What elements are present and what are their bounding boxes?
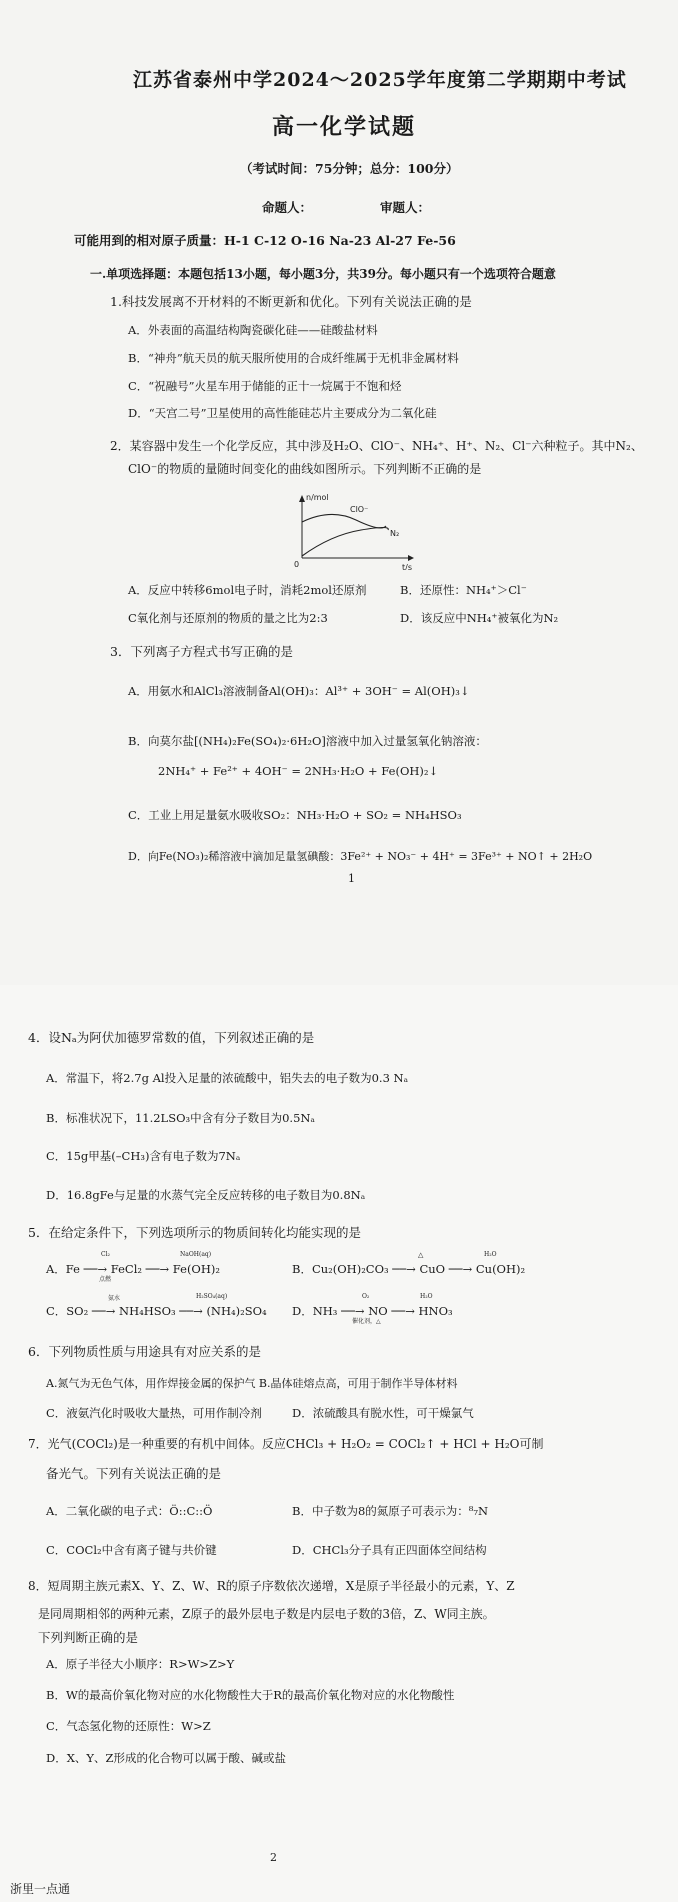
q4-option-b: B．标准状况下，11.2LSO₃中含有分子数目为0.5Nₐ xyxy=(46,1111,315,1125)
q7-option-a: A．二氧化碳的电子式：Ö::C::Ö xyxy=(46,1504,213,1518)
reviewer-label: 审题人： xyxy=(380,200,431,215)
q7-option-c: C．COCl₂中含有离子键与共价键 xyxy=(46,1543,217,1557)
q3-option-b-equation: 2NH₄⁺ + Fe²⁺ + 4OH⁻ = 2NH₃·H₂O + Fe(OH)₂↓ xyxy=(158,764,439,778)
exam-subtitle: 高一化学试题 xyxy=(272,114,417,140)
q2-graph-x-arrow xyxy=(408,555,414,561)
q2-graph-clo-curve xyxy=(302,514,386,528)
q4-option-c: C．15g甲基(–CH₃)含有电子数为7Nₐ xyxy=(46,1149,241,1163)
q8-stem-line3: 下列判断正确的是 xyxy=(38,1630,139,1645)
q3-option-a: A．用氨水和AlCl₃溶液制备Al(OH)₃：Al³⁺ + 3OH⁻ = Al(OH)₃↓ xyxy=(128,684,470,698)
q5-option-b: B．Cu₂(OH)₂CO₃ ──→ CuO ──→ Cu(OH)₂ xyxy=(292,1262,526,1276)
q2-graph-n2-curve xyxy=(302,528,388,557)
q1-option-a: A．外表面的高温结构陶瓷碳化硅——硅酸盐材料 xyxy=(128,323,378,337)
q4-stem: 4．设Nₐ为阿伏加德罗常数的值，下列叙述正确的是 xyxy=(28,1030,315,1045)
q1-option-c: C．“祝融号”火星车用于储能的正十一烷属于不饱和烃 xyxy=(128,379,402,393)
q7-stem-line2: 备光气。下列有关说法正确的是 xyxy=(46,1466,222,1481)
q2-graph-n2-label: N₂ xyxy=(390,529,400,538)
q4-option-d: D．16.8gFe与足量的水蒸气完全反应转移的电子数目为0.8Nₐ xyxy=(46,1188,366,1202)
q5-option-a: A．Fe ──→ FeCl₂ ──→ Fe(OH)₂ xyxy=(46,1262,220,1276)
section-heading: 一.单项选择题：本题包括13小题，每小题3分，共39分。每小题只有一个选项符合题意 xyxy=(90,267,556,281)
q2-graph xyxy=(286,490,416,570)
q7-option-b: B．中子数为8的氮原子可表示为：⁸₇N xyxy=(292,1504,489,1518)
q6-option-d: D．浓硫酸具有脱水性，可干燥氯气 xyxy=(292,1406,474,1420)
q1-option-b: B．“神舟”航天员的航天服所使用的合成纤维属于无机非金属材料 xyxy=(128,351,459,365)
exam-info: （考试时间：75分钟；总分：100分） xyxy=(240,161,459,176)
q6-stem: 6．下列物质性质与用途具有对应关系的是 xyxy=(28,1344,261,1359)
q2-option-a: A．反应中转移6mol电子时，消耗2mol还原剂 xyxy=(128,583,367,597)
q3-option-c: C．工业上用足量氨水吸收SO₂：NH₃·H₂O + SO₂ = NH₄HSO₃ xyxy=(128,808,462,822)
q3-stem: 3．下列离子方程式书写正确的是 xyxy=(110,644,293,659)
q7-stem-line1: 7．光气(COCl₂)是一种重要的有机中间体。反应CHCl₃ + H₂O₂ = COCl₂↑ + HCl + H₂O可制 xyxy=(28,1437,544,1451)
q8-stem-line2: 是同周期相邻的两种元素，Z原子的最外层电子数是内层电子数的3倍，Z、W同主族。 xyxy=(38,1607,495,1621)
q5-a-condition1: 点燃 xyxy=(99,1276,112,1283)
q5-option-c: C．SO₂ ──→ NH₄HSO₃ ──→ (NH₄)₂SO₄ xyxy=(46,1304,267,1318)
setter-label: 命题人： xyxy=(262,200,313,215)
q8-stem-line1: 8．短周期主族元素X、Y、Z、W、R的原子序数依次递增，X是原子半径最小的元素，Y、Z xyxy=(28,1579,515,1593)
watermark-text: 浙里一点通 xyxy=(10,1882,71,1896)
q5-a-reagent2: NaOH(aq) xyxy=(180,1251,212,1258)
q5-a-reagent1: Cl₂ xyxy=(101,1251,110,1258)
q3-option-b: B．向莫尔盐[(NH₄)₂Fe(SO₄)₂·6H₂O]溶液中加入过量氢氧化钠溶液： xyxy=(128,734,487,748)
q8-option-b: B．W的最高价氧化物对应的水化物酸性大于R的最高价氧化物对应的水化物酸性 xyxy=(46,1688,455,1702)
q5-c-reagent1: 氨水 xyxy=(108,1295,121,1302)
q2-graph-y-arrow xyxy=(299,495,305,502)
q8-option-c: C．气态氢化物的还原性：W>Z xyxy=(46,1719,211,1733)
q5-d-reagent2: H₂O xyxy=(420,1293,433,1300)
page-number-1: 1 xyxy=(348,872,355,885)
q5-d-condition1: 催化剂，△ xyxy=(352,1318,381,1325)
q2-option-d: D．该反应中NH₄⁺被氧化为N₂ xyxy=(400,611,559,625)
exam-title: 江苏省泰州中学2024～2025学年度第二学期期中考试 xyxy=(133,69,627,91)
q2-option-b: B．还原性：NH₄⁺＞Cl⁻ xyxy=(400,583,527,597)
q2-stem-line1: 2．某容器中发生一个化学反应，其中涉及H₂O、ClO⁻、NH₄⁺、H⁺、N₂、Cl⁻六种粒子。其中N₂、 xyxy=(110,439,643,453)
q8-option-d: D．X、Y、Z形成的化合物可以属于酸、碱或盐 xyxy=(46,1751,286,1765)
q1-option-d: D．“天宫二号”卫星使用的高性能硅芯片主要成分为二氧化硅 xyxy=(128,406,437,420)
q2-option-c: C氧化剂与还原剂的物质的量之比为2:3 xyxy=(128,611,328,625)
q3-option-d: D．向Fe(NO₃)₂稀溶液中滴加足量氢碘酸：3Fe²⁺ + NO₃⁻ + 4H⁺ = 3Fe³⁺ + NO↑ + 2H₂O xyxy=(128,850,593,863)
q5-b-reagent2: H₂O xyxy=(484,1251,497,1258)
q8-option-a: A．原子半径大小顺序：R>W>Z>Y xyxy=(46,1657,235,1671)
q1-stem: 1.科技发展离不开材料的不断更新和优化。下列有关说法正确的是 xyxy=(110,294,472,309)
q6-option-ab: A.氮气为无色气体，用作焊接金属的保护气 B.晶体硅熔点高，可用于制作半导体材料 xyxy=(46,1377,458,1390)
q6-option-c: C．液氨汽化时吸收大量热，可用作制冷剂 xyxy=(46,1406,262,1420)
q2-graph-x-label: t/s xyxy=(402,563,412,570)
page-number-2: 2 xyxy=(270,1851,277,1864)
q5-b-condition1: △ xyxy=(418,1251,424,1259)
q5-option-d: D．NH₃ ──→ NO ──→ HNO₃ xyxy=(292,1304,453,1318)
q5-d-reagent1: O₂ xyxy=(362,1293,370,1300)
atomic-masses: 可能用到的相对原子质量：H-1 C-12 O-16 Na-23 Al-27 Fe-56 xyxy=(74,233,456,248)
q4-option-a: A．常温下，将2.7g Al投入足量的浓硫酸中，铝失去的电子数为0.3 Nₐ xyxy=(46,1071,409,1085)
exam-page-2 xyxy=(0,985,678,1902)
q5-c-reagent2: H₂SO₄(aq) xyxy=(196,1293,228,1300)
q2-graph-clo-label: ClO⁻ xyxy=(350,505,369,514)
q5-stem: 5．在给定条件下，下列选项所示的物质间转化均能实现的是 xyxy=(28,1225,361,1240)
q7-option-d: D．CHCl₃分子具有正四面体空间结构 xyxy=(292,1543,487,1557)
q2-graph-y-label: n/mol xyxy=(306,493,329,502)
q2-graph-origin: 0 xyxy=(294,560,300,569)
q2-stem-line2: ClO⁻的物质的量随时间变化的曲线如图所示。下列判断不正确的是 xyxy=(128,462,482,476)
